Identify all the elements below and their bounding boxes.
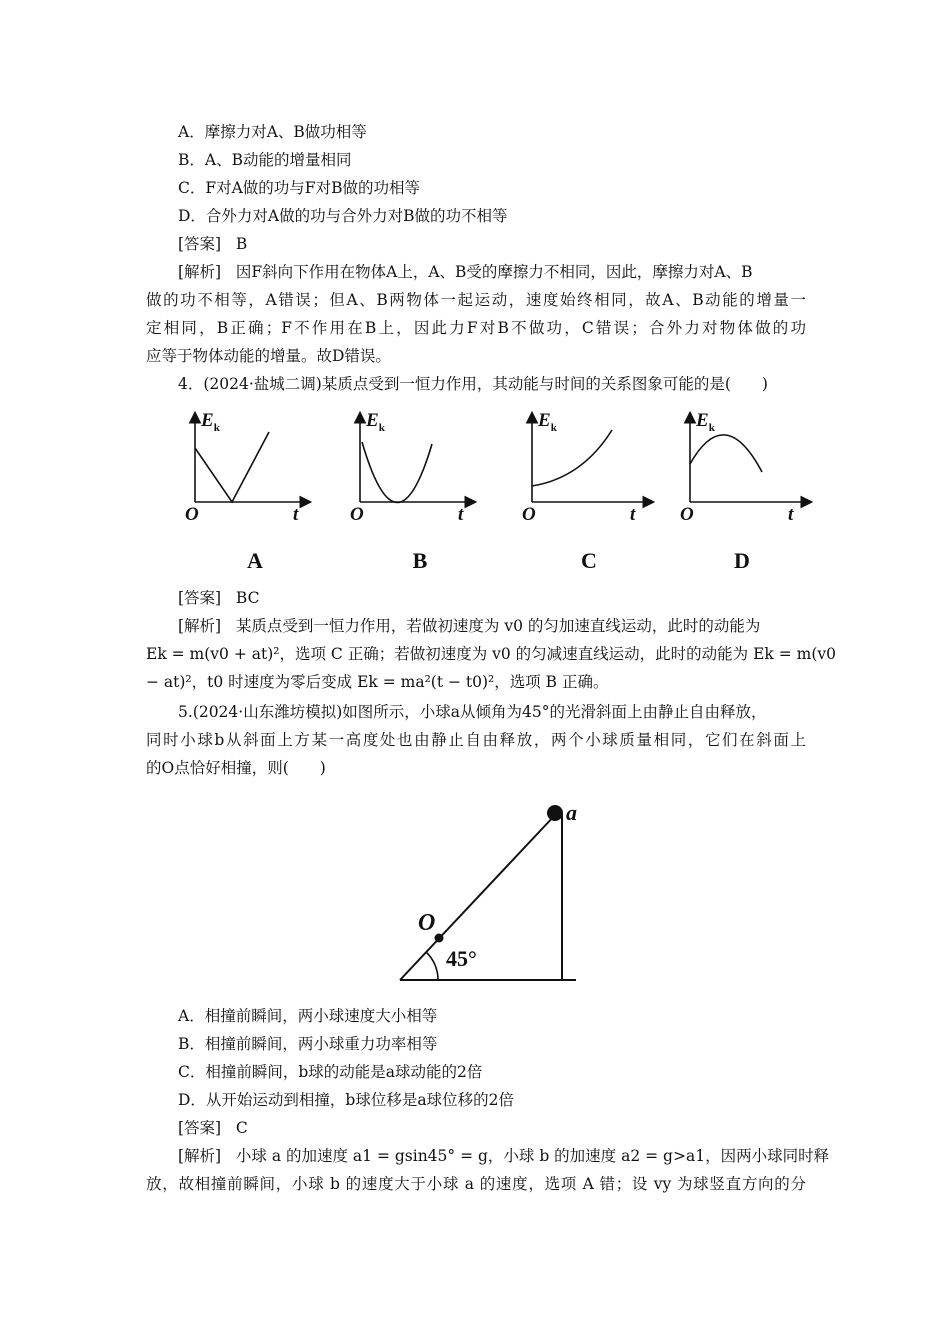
graph-b-y-label: $E_k$ (366, 410, 385, 434)
q5-answer (178, 1117, 248, 1139)
analysis-tag: [解析] (178, 617, 222, 635)
graph-c-origin: O (522, 504, 536, 525)
graph-c-caption: C (581, 548, 597, 573)
graph-b-x-label: t (458, 504, 464, 525)
graph-a (175, 408, 315, 578)
q3-analysis-line-4: 应等于物体动能的增量。故D错误。 (146, 347, 391, 365)
answer-tag: [答案] (178, 235, 222, 253)
incline-diagram (396, 800, 596, 990)
answer-tag: [答案] (178, 1119, 222, 1137)
q4-stem: 4．(2024·盐城二调)某质点受到一恒力作用，其动能与时间的关系图象可能的是( ) (178, 375, 768, 393)
q4-analysis-line-1: [解析] 某质点受到一恒力作用，若做初速度为 v0 的匀加速直线运动，此时的动能为 (178, 617, 761, 635)
q5-option-c: C．相撞前瞬间，b球的动能是a球动能的2倍 (178, 1063, 483, 1081)
ball-a (547, 805, 563, 821)
analysis-tag: [解析] (178, 1147, 222, 1165)
q3-analysis-line-2: 做的功不相等，A错误；但A、B两物体一起运动，速度始终相同，故A、B动能的增量一 (146, 291, 806, 309)
q3-analysis-line-3: 定相同，B正确；F不作用在B上，因此力F对B不做功，C错误；合外力对物体做的功 (146, 319, 806, 337)
graph-c-plot (512, 408, 662, 548)
answer-value: C (235, 1119, 248, 1137)
graph-d-x-label: t (788, 504, 794, 525)
point-o-label: O (418, 910, 436, 936)
q3-analysis-line-1: [解析] 因F斜向下作用在物体A上，A、B受的摩擦力不相同，因此，摩擦力对A、B (178, 263, 753, 281)
ball-a-label: a (566, 800, 577, 825)
graph-d-y-label: $E_k$ (696, 410, 715, 434)
graph-d-origin: O (680, 504, 694, 525)
q5-figure (396, 800, 596, 994)
q4-graphs (175, 408, 815, 578)
graph-a-origin: O (185, 504, 199, 525)
q5-option-d: D．从开始运动到相撞，b球位移是a球位移的2倍 (178, 1091, 514, 1109)
q5-stem-line-3: 的O点恰好相撞，则( ) (146, 759, 326, 777)
graph-d-caption: D (734, 548, 750, 573)
answer-value: B (235, 235, 248, 253)
q3-answer (178, 233, 247, 255)
graph-a-y-label: $E_k$ (201, 410, 220, 434)
q5-analysis-line-2: 放，故相撞前瞬间，小球 b 的速度大于小球 a 的速度，选项 A 错；设 vy 为球竖直方向的分 (146, 1175, 806, 1193)
graph-b-plot (340, 408, 480, 548)
graph-b (340, 408, 480, 578)
q4-answer (178, 587, 259, 609)
q5-option-b: B．相撞前瞬间，两小球重力功率相等 (178, 1035, 438, 1053)
graph-d (670, 408, 815, 578)
graph-a-x-label: t (293, 504, 299, 525)
graph-c (512, 408, 652, 578)
q3-option-a: A．摩擦力对A、B做功相等 (178, 123, 367, 141)
graph-b-caption: B (412, 548, 428, 573)
angle-label: 45° (446, 946, 477, 971)
q3-option-c: C．F对A做的功与F对B做的功相等 (178, 179, 420, 197)
answer-tag: [答案] (178, 589, 222, 607)
q5-stem-line-2: 同时小球b从斜面上方某一高度处也由静止自由释放，两个小球质量相同，它们在斜面上 (146, 731, 806, 749)
graph-d-plot (670, 408, 815, 548)
graph-a-plot (175, 408, 315, 548)
q4-analysis-line-2: Ek = m(v0 + at)²，选项 C 正确；若做初速度为 v0 的匀减速直线运动，此时的动能为 Ek = m(v0 (146, 645, 837, 663)
answer-value: BC (235, 589, 260, 607)
graph-c-x-label: t (630, 504, 636, 525)
q3-option-d: D．合外力对A做的功与合外力对B做的功不相等 (178, 207, 508, 225)
point-o (435, 934, 444, 943)
analysis-tag: [解析] (178, 263, 222, 281)
graph-a-caption: A (247, 548, 263, 573)
q4-analysis-line-3: − at)²，t0 时速度为零后变成 Ek = ma²(t − t0)²，选项 B 正确。 (146, 673, 609, 691)
q3-option-b: B．A、B动能的增量相同 (178, 151, 352, 169)
q5-analysis-line-1: [解析] 小球 a 的加速度 a1 = gsin45° = g，小球 b 的加速度 a2 = g>a1，因两小球同时释 (178, 1147, 830, 1165)
q5-option-a: A．相撞前瞬间，两小球速度大小相等 (178, 1007, 438, 1025)
graph-c-y-label: $E_k$ (538, 410, 557, 434)
q5-stem-line-1: 5.(2024·山东潍坊模拟)如图所示，小球a从倾角为45°的光滑斜面上由静止自由释放， (178, 703, 767, 721)
graph-b-origin: O (350, 504, 364, 525)
